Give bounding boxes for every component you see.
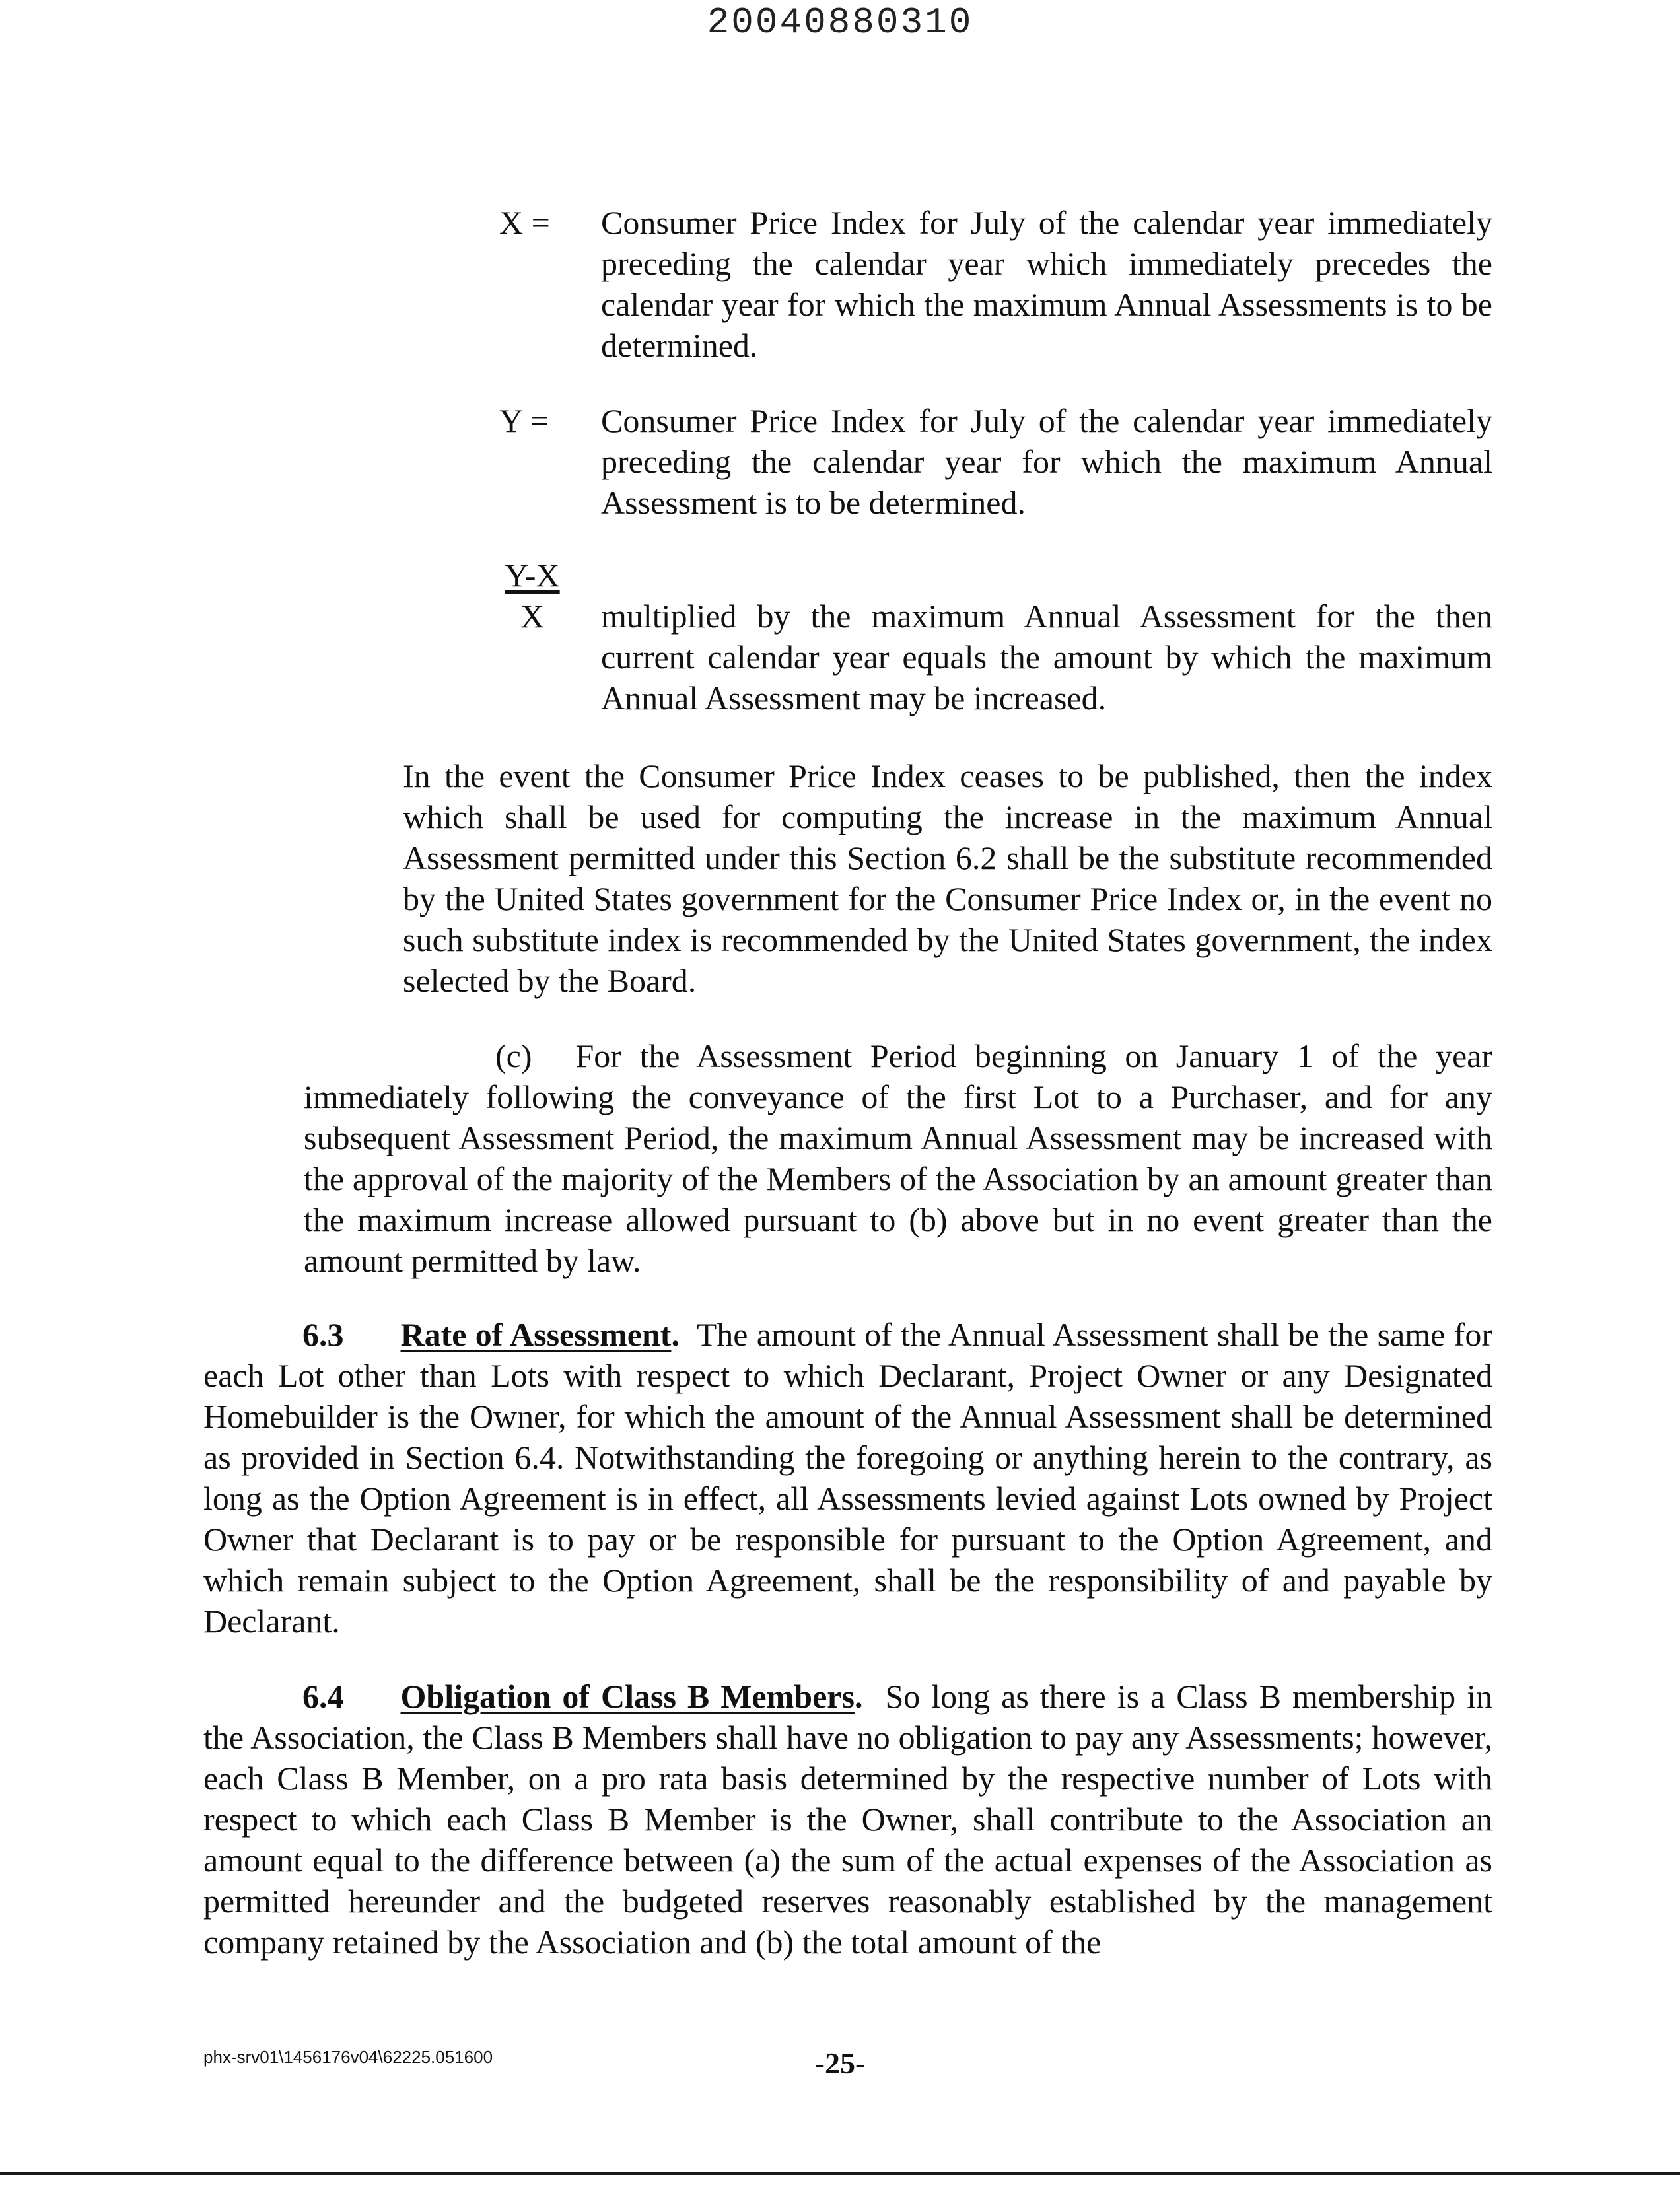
subsection-label: (c): [495, 1037, 532, 1074]
definition-text: Consumer Price Index for July of the calendar year immediately preceding the calendar year which immediately precedes the calendar year for which the maximum Annual Assessments is to be determined.: [601, 204, 1492, 364]
section-text: So long as there is a Class B membership in the Association, the Class B Members shall have no obligation to pay any Assessments; however, each Class B Member, on a pro rata basis determined by the respective number of Lots with respect to which each Class B Member is the Owner, shall contribute to the Association an amount equal to the difference between (a) the sum of the actual expenses of the Association as permitted hereunder and the budgeted reserves reasonably established by the management company retained by the Association and (b) the total amount of the: [203, 1678, 1493, 1961]
subsection-text: For the Assessment Period beginning on January 1 of the year immediately following the conveyance of the first Lot to a Purchaser, and for any subsequent Assessment Period, the maximum Annual Assessment may be increased with the approval of the majority of the Members of the Association by an amount greater than the maximum increase allowed pursuant to (b) above but in no event greater than the amount permitted by law.: [304, 1037, 1492, 1279]
bottom-rule: [0, 2172, 1680, 2175]
fraction-numerator: Y-X: [505, 557, 560, 594]
section-number: 6.3: [302, 1316, 344, 1353]
section-number: 6.4: [302, 1678, 344, 1715]
paragraph-subsection-c: [304, 1035, 1492, 1281]
fraction-denominator: X: [520, 598, 545, 635]
paragraph-cpi-substitute: In the event the Consumer Price Index ceases to be published, then the index which shall be used for computing the increase in the maximum Annual Assessment permitted under this Section 6.2 shall be the substitute recommended by the United States government for the Consumer Price Index or, in the event no such substitute index is recommended by the United States government, the index selected by the Board.: [403, 757, 1492, 999]
definition-label: Y =: [499, 402, 549, 439]
section-text: The amount of the Annual Assessment shall be the same for each Lot other than Lots with respect to which Declarant, Project Owner or any Designated Homebuilder is the Owner, for which the amount of the Annual Assessment shall be determined as provided in Section 6.4. Notwithstanding the foregoing or anything herein to the contrary, as long as the Option Agreement is in effect, all Assessments levied against Lots owned by Project Owner that Declarant is to pay or be responsible for pursuant to the Option Agreement, and which remain subject to the Option Agreement, shall be the responsibility of and payable by Declarant.: [203, 1316, 1492, 1640]
definition-text: multiplied by the maximum Annual Assessment for the then current calendar year equals the amount by which the maximum Annual Assessment may be increased.: [601, 598, 1492, 716]
section-heading: Rate of Assessment: [400, 1316, 672, 1353]
document-number: 20040880310: [707, 1, 973, 44]
fraction: [499, 555, 565, 637]
page-number: -25-: [814, 2046, 866, 2080]
definition-label: X =: [499, 204, 550, 241]
definition-text: Consumer Price Index for July of the calendar year immediately preceding the calendar year for which the maximum Annual Assessment is to be determined.: [601, 402, 1492, 521]
section-6-3: 6.3 Rate of Assessment. The amount of the Annual Assessment shall be the same for each Lot other than Lots with respect to which Declarant, Project Owner or any Designated Homebuilder is the Owner, for which the amount of the Annual Assessment shall be determined as provided in Section 6.4. Notwithstanding the foregoing or anything herein to the contrary, as long as the Option Agreement is in effect, all Assessments levied against Lots owned by Project Owner that Declarant is to pay or be responsible for pursuant to the Option Agreement, and which remain subject to the Option Agreement, shall be the responsibility of and payable by Declarant.: [203, 1316, 1492, 1640]
section-6-4: 6.4 Obligation of Class B Members. So long as there is a Class B membership in the Association, the Class B Members shall have no obligation to pay any Assessments; however, each Class B Member, on a pro rata basis determined by the respective number of Lots with respect to which each Class B Member is the Owner, shall contribute to the Association an amount equal to the difference between (a) the sum of the actual expenses of the Association as permitted hereunder and the budgeted reserves reasonably established by the management company retained by the Association and (b) the total amount of the: [203, 1678, 1493, 1961]
section-heading: Obligation of Class B Members: [400, 1678, 855, 1715]
footer-file-path: phx-srv01\1456176v04\62225.051600: [203, 2047, 493, 2067]
